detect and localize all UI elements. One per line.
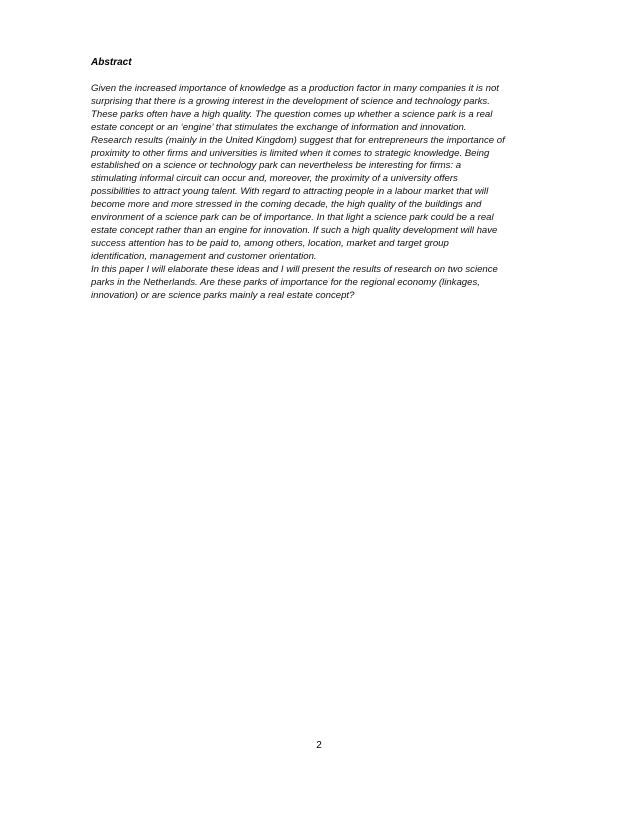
abstract-line: become more and more stressed in the coming decade, the high quality of the buildings and — [91, 199, 482, 211]
abstract-line: Research results (mainly in the United Kingdom) suggest that for entrepreneurs the importance of — [91, 134, 505, 146]
page-number: 2 — [316, 740, 322, 751]
abstract-line: possibilities to attract young talent. With regard to attracting people in a labour market that will — [91, 186, 489, 198]
abstract-line: parks in the Netherlands. Are these parks of importance for the regional economy (linkages, — [91, 276, 480, 288]
abstract-line: innovation) or are science parks mainly a real estate concept? — [91, 289, 355, 301]
abstract-line: estate concept rather than an engine for innovation. If such a high quality development will have — [91, 224, 498, 236]
abstract-line: surprising that there is a growing interest in the development of science and technology parks. — [91, 95, 490, 107]
abstract-line: estate concept or an ‘engine’ that stimulates the exchange of information and innovation. — [91, 121, 467, 133]
abstract-line: established on a science or technology park can nevertheless be interesting for firms: a — [91, 160, 462, 172]
abstract-body — [91, 83, 561, 302]
abstract-line: These parks often have a high quality. The question comes up whether a science park is a real — [91, 108, 493, 120]
abstract-line: environment of a science park can be of importance. In that light a science park could be a real — [91, 212, 494, 224]
abstract-line: stimulating informal circuit can occur and, moreover, the proximity of a university offers — [91, 173, 458, 185]
abstract-heading: Abstract — [91, 57, 132, 68]
abstract-line: In this paper I will elaborate these ideas and I will present the results of research on two science — [91, 263, 498, 275]
abstract-line: identification, management and customer orientation. — [91, 250, 317, 262]
abstract-line: proximity to other firms and universities is limited when it comes to strategic knowledge. Being — [91, 147, 490, 159]
abstract-line: success attention has to be paid to, among others, location, market and target group — [91, 237, 449, 249]
abstract-line: Given the increased importance of knowledge as a production factor in many companies it is not — [91, 83, 499, 94]
